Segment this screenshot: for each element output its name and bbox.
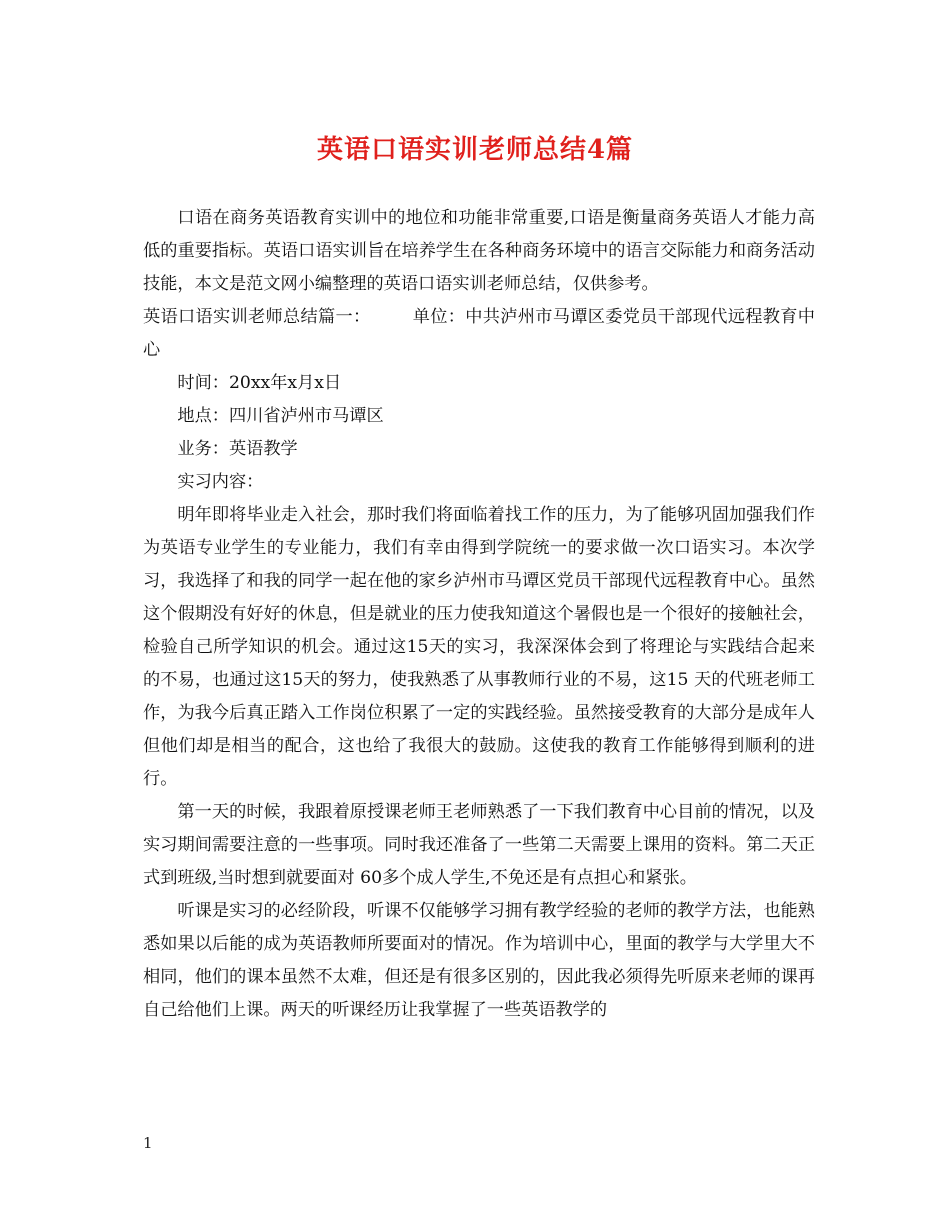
body-paragraph-1: 明年即将毕业走入社会，那时我们将面临着找工作的压力，为了能够巩固加强我们作为英语专业学生的专业能力，我们有幸由得到学院统一的要求做一次口语实习。本次学习，我选择了和我的同学一起在他的家乡泸州市马谭区党员干部现代远程教育中心。虽然这个假期没有好好的休息，但是就业的压力使我知道这个暑假也是一个很好的接触社会，检验自己所学知识的机会。通过这15天的实习，我深深体会到了将理论与实践结合起来的不易，也通过这15天的努力，使我熟悉了从事教师行业的不易，这15 天的代班老师工作，为我今后真正踏入工作岗位积累了一定的实践经验。虽然接受教育的大部分是成年人但他们却是相当的配合，这也给了我很大的鼓励。这使我的教育工作能够得到顺利的进行。 [143, 505, 815, 789]
section-heading-line [143, 301, 815, 367]
business-line: 业务：英语教学 [177, 439, 298, 459]
time-line: 时间：20xx年x月x日 [177, 373, 342, 393]
intro-paragraph: 口语在商务英语教育实训中的地位和功能非常重要,口语是衡量商务英语人才能力高低的重要指标。英语口语实训旨在培养学生在各种商务环境中的语言交际能力和商务活动技能，本文是范文网小编整理的英语口语实训老师总结，仅供参考。 [143, 208, 815, 294]
body-paragraph-3: 听课是实习的必经阶段，听课不仅能够学习拥有教学经验的老师的教学方法，也能熟悉如果以后能的成为英语教师所要面对的情况。作为培训中心，里面的教学与大学里大不相同，他们的课本虽然不太难，但还是有很多区别的，因此我必须得先听原来老师的课再自己给他们上课。两天的听课经历让我掌握了一些英语教学的 [143, 901, 815, 1020]
section-heading: 英语口语实训老师总结篇一： [143, 307, 371, 327]
unit-line: 单位：中共泸州市马谭区委党员干部现代远程教育中心 [143, 307, 815, 360]
content-label: 实习内容： [177, 472, 264, 492]
document-body [143, 202, 815, 1027]
document-title: 英语口语实训老师总结4篇 [316, 135, 634, 165]
place-line: 地点：四川省泸州市马谭区 [177, 406, 384, 426]
body-paragraph-2: 第一天的时候，我跟着原授课老师王老师熟悉了一下我们教育中心目前的情况，以及实习期间需要注意的一些事项。同时我还准备了一些第二天需要上课用的资料。第二天正式到班级,当时想到就要面对 60多个成人学生,不免还是有点担心和紧张。 [143, 802, 815, 888]
page-number: 1 [143, 1134, 153, 1152]
